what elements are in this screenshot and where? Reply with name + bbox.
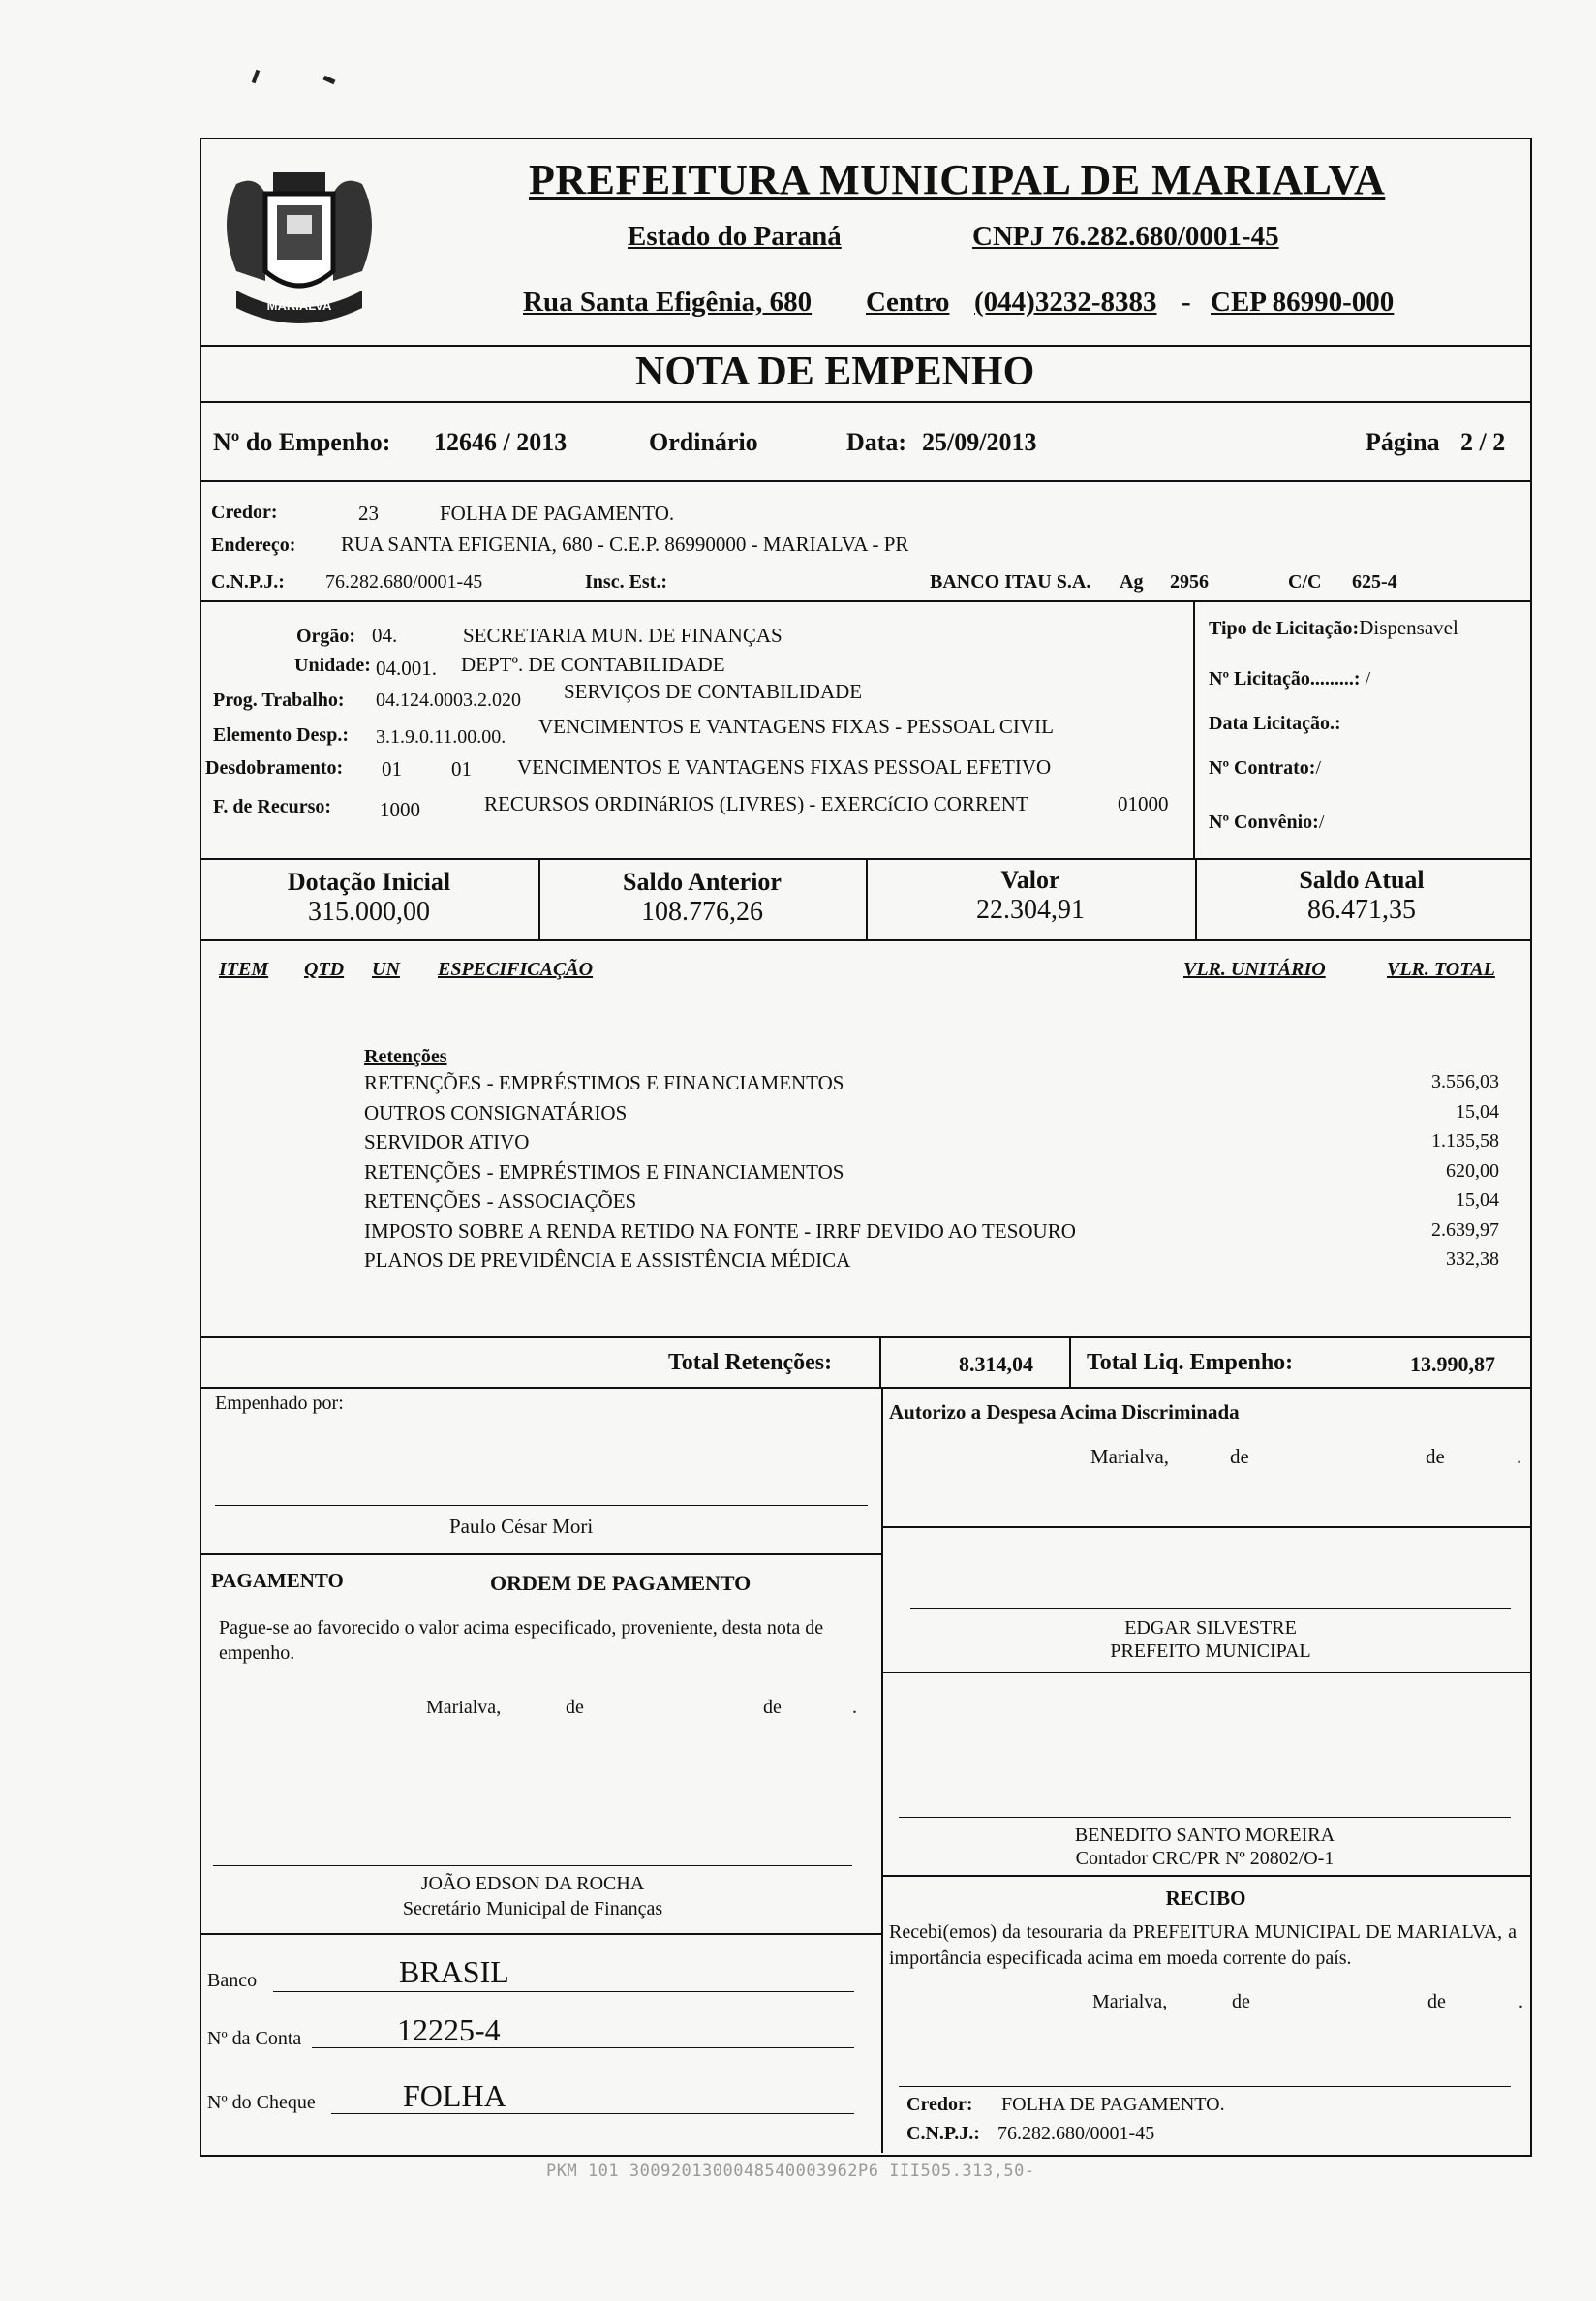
svg-text:MARIALVA: MARIALVA xyxy=(266,298,332,313)
agency-label: Ag xyxy=(1120,571,1144,593)
retencao-desc: IMPOSTO SOBRE A RENDA RETIDO NA FONTE - IRRF DEVIDO AO TESOURO xyxy=(364,1218,1076,1243)
divider xyxy=(200,1553,881,1555)
convenio-label-text: Nº Convênio: xyxy=(1209,812,1319,833)
fonte-recurso-label: F. de Recurso: xyxy=(213,796,332,817)
retencao-value: 1.135,58 xyxy=(1431,1130,1499,1151)
banco-label: Banco xyxy=(207,1970,258,1991)
empenho-date-label: Data: xyxy=(846,428,907,456)
balance-dotacao-inicial xyxy=(200,868,538,928)
signature-line xyxy=(215,1505,868,1506)
divider xyxy=(200,345,1530,347)
autorizo-title: Autorizo a Despesa Acima Discriminada xyxy=(889,1400,1240,1424)
recibo-title: RECIBO xyxy=(1165,1887,1246,1910)
credor-address: RUA SANTA EFIGENIA, 680 - C.E.P. 86990000 - MARIALVA - PR xyxy=(341,533,909,556)
unidade-code: 04.001. xyxy=(376,657,437,680)
conta-line xyxy=(312,2047,854,2048)
header-district: Centro xyxy=(866,287,950,318)
retencao-value: 332,38 xyxy=(1446,1248,1499,1270)
total-liquido-label: Total Liq. Empenho: xyxy=(1087,1350,1294,1375)
ordem-pagamento-title: ORDEM DE PAGAMENTO xyxy=(490,1571,752,1595)
recibo-cnpj-label: C.N.P.J.: xyxy=(906,2123,980,2144)
recibo-text: Recebi(emos) da tesouraria da PREFEITURA MUNICIPAL DE MARIALVA, a importância especificada acima em moeda corrente do país. xyxy=(889,1921,1517,1969)
desdobramento-name: VENCIMENTOS E VANTAGENS FIXAS PESSOAL EFETIVO xyxy=(517,755,1052,779)
header-dash: - xyxy=(1182,287,1191,318)
pagamento-date-dot: . xyxy=(852,1697,857,1718)
empenho-number-label: Nº do Empenho: xyxy=(213,428,391,456)
items-header-qtd: QTD xyxy=(304,959,345,980)
total-liquido-value: 13.990,87 xyxy=(1410,1352,1495,1376)
orgao-label: Orgão: xyxy=(296,626,356,647)
page-label: Página xyxy=(1366,428,1440,456)
insc-est-label: Insc. Est.: xyxy=(585,571,668,593)
convenio-label xyxy=(1209,812,1324,834)
list-item xyxy=(364,1248,1499,1278)
licitacao-type-label-text: Tipo de Licitação: xyxy=(1209,618,1360,639)
credor-name: FOLHA DE PAGAMENTO. xyxy=(440,502,675,525)
balance-value: 315.000,00 xyxy=(308,897,430,927)
divider xyxy=(1069,1336,1071,1387)
bank-name: BANCO ITAU S.A. xyxy=(930,571,1091,593)
divider xyxy=(200,401,1530,403)
banco-line xyxy=(273,1991,854,1992)
scan-mark xyxy=(252,70,261,84)
state-name: Estado do Paraná xyxy=(628,221,842,252)
unidade-name: DEPTº. DE CONTABILIDADE xyxy=(461,653,725,676)
mayor-role: PREFEITO MUNICIPAL xyxy=(1110,1641,1311,1662)
credor-cnpj: 76.282.680/0001-45 xyxy=(325,571,483,593)
signature-line xyxy=(899,1817,1511,1818)
desdobramento-label: Desdobramento: xyxy=(205,757,344,779)
divider xyxy=(200,939,1530,941)
items-header-total-value: VLR. TOTAL xyxy=(1387,959,1495,980)
footer-barcode-text: PKM 101 3009201300048540003962P6 III505.313,50- xyxy=(546,2162,1035,2181)
items-header-spec: ESPECIFICAÇÃO xyxy=(438,959,594,980)
contrato-label xyxy=(1209,757,1321,780)
retencao-desc: SERVIDOR ATIVO xyxy=(364,1130,530,1153)
divider xyxy=(881,1526,1530,1528)
header-phone: (044)3232-8383 xyxy=(974,287,1157,318)
pagamento-date-de-2: de xyxy=(763,1697,782,1718)
fonte-recurso-name: RECURSOS ORDINáRIOS (LIVRES) - EXERCíCIO CORRENT xyxy=(484,792,1028,815)
orgao-code: 04. xyxy=(372,624,398,647)
desdobramento-code-2: 01 xyxy=(451,757,472,781)
secretary-name: JOÃO EDSON DA ROCHA xyxy=(420,1873,645,1894)
credor-code: 23 xyxy=(358,502,379,525)
retencoes-list xyxy=(364,1071,1499,1278)
autorizo-date-city: Marialva, xyxy=(1090,1445,1170,1468)
credor-label: Credor: xyxy=(211,502,278,523)
balance-value: 22.304,91 xyxy=(976,895,1085,925)
list-item xyxy=(364,1219,1499,1249)
convenio-number: / xyxy=(1318,812,1325,833)
recibo-cnpj: 76.282.680/0001-45 xyxy=(998,2123,1155,2144)
divider xyxy=(881,1387,883,2153)
divider xyxy=(200,480,1530,482)
accountant-name: BENEDITO SANTO MOREIRA xyxy=(1074,1825,1335,1846)
retencao-value: 15,04 xyxy=(1456,1189,1499,1211)
document-type-title: NOTA DE EMPENHO xyxy=(635,350,1035,394)
divider xyxy=(879,1336,881,1387)
retencao-desc: RETENÇÕES - ASSOCIAÇÕES xyxy=(364,1189,637,1212)
retencoes-title: Retenções xyxy=(364,1046,447,1067)
items-header-item: ITEM xyxy=(219,959,269,980)
divider xyxy=(200,600,1530,602)
scan-mark xyxy=(323,76,336,85)
signature-line xyxy=(899,2086,1511,2087)
fonte-recurso-code: 1000 xyxy=(380,798,420,821)
balance-saldo-atual xyxy=(1195,866,1528,926)
divider xyxy=(200,1933,881,1935)
unidade-label: Unidade: xyxy=(294,655,371,676)
account-number: 625-4 xyxy=(1352,571,1397,593)
retencao-desc: OUTROS CONSIGNATÁRIOS xyxy=(364,1100,628,1124)
contrato-label-text: Nº Contrato: xyxy=(1209,757,1316,779)
total-retencoes-label: Total Retenções: xyxy=(668,1350,833,1375)
licitacao-number-label-text: Nº Licitação.........: xyxy=(1209,668,1361,690)
retencao-value: 3.556,03 xyxy=(1431,1071,1499,1092)
divider xyxy=(881,1875,1530,1877)
desdobramento-code-1: 01 xyxy=(382,757,402,781)
accountant-role: Contador CRC/PR Nº 20802/O-1 xyxy=(1075,1848,1335,1869)
signature-line xyxy=(910,1608,1511,1609)
licitacao-number: / xyxy=(1365,668,1371,690)
empenhado-por-label: Empenhado por: xyxy=(215,1393,344,1414)
recibo-date-de-2: de xyxy=(1427,1991,1446,2012)
divider xyxy=(881,1672,1530,1673)
items-header-unit-value: VLR. UNITÁRIO xyxy=(1183,959,1326,980)
empenho-number: 12646 / 2013 xyxy=(434,428,568,456)
header-cep: CEP 86990-000 xyxy=(1211,287,1395,318)
balance-label: Saldo Atual xyxy=(1299,866,1425,894)
balance-saldo-anterior xyxy=(538,868,866,928)
recibo-credor-name: FOLHA DE PAGAMENTO. xyxy=(1001,2094,1225,2115)
total-retencoes-value: 8.314,04 xyxy=(959,1352,1033,1376)
balance-label: Saldo Anterior xyxy=(623,868,782,896)
mayor-name: EDGAR SILVESTRE xyxy=(1124,1617,1297,1639)
divider xyxy=(200,858,1530,860)
retencao-value: 620,00 xyxy=(1446,1159,1499,1181)
balance-label: Valor xyxy=(1000,866,1060,894)
licitacao-type-label xyxy=(1209,616,1458,640)
recibo-credor-label: Credor: xyxy=(906,2094,973,2115)
contrato-number: / xyxy=(1315,757,1322,779)
elemento-code: 3.1.9.0.11.00.00. xyxy=(376,726,506,748)
cnpj-label: C.N.P.J.: xyxy=(211,571,285,593)
fonte-recurso-code-2: 01000 xyxy=(1118,792,1169,815)
licitacao-number-label xyxy=(1209,668,1370,690)
list-item xyxy=(364,1189,1499,1219)
recibo-date-de-1: de xyxy=(1232,1991,1250,2012)
balance-valor xyxy=(866,866,1195,926)
empenho-type: Ordinário xyxy=(649,428,758,456)
balance-value: 108.776,26 xyxy=(641,897,763,927)
banco-value: BRASIL xyxy=(399,1954,509,1989)
secretary-role: Secretário Municipal de Finanças xyxy=(402,1898,663,1919)
divider xyxy=(200,1336,1530,1338)
address-label: Endereço: xyxy=(211,535,296,556)
empenho-date: 25/09/2013 xyxy=(922,428,1037,456)
retencao-desc: PLANOS DE PREVIDÊNCIA E ASSISTÊNCIA MÉDICA xyxy=(364,1248,851,1272)
signature-line xyxy=(213,1865,852,1866)
retencao-desc: RETENÇÕES - EMPRÉSTIMOS E FINANCIAMENTOS xyxy=(364,1159,844,1183)
prog-trabalho-code: 04.124.0003.2.020 xyxy=(376,690,521,711)
orgao-name: SECRETARIA MUN. DE FINANÇAS xyxy=(463,624,783,647)
conta-label: Nº da Conta xyxy=(207,2028,302,2049)
licitacao-type: Dispensavel xyxy=(1359,616,1458,639)
municipal-crest-logo xyxy=(207,155,391,339)
retencao-value: 2.639,97 xyxy=(1431,1218,1499,1241)
list-item xyxy=(364,1101,1499,1131)
recibo-date-dot: . xyxy=(1519,1991,1523,2012)
header-cnpj: CNPJ 76.282.680/0001-45 xyxy=(972,221,1279,252)
list-item xyxy=(364,1071,1499,1101)
list-item xyxy=(364,1160,1499,1190)
pagamento-date-city: Marialva, xyxy=(426,1697,502,1718)
empenhado-por-name: Paulo César Mori xyxy=(449,1515,594,1538)
items-header-un: UN xyxy=(372,959,400,980)
balance-value: 86.471,35 xyxy=(1307,895,1416,925)
page-title: PREFEITURA MUNICIPAL DE MARIALVA xyxy=(529,156,1386,203)
conta-value: 12225-4 xyxy=(397,2012,501,2047)
pagamento-label: PAGAMENTO xyxy=(211,1569,344,1592)
divider xyxy=(200,1387,1530,1389)
page-number: 2 / 2 xyxy=(1460,428,1506,456)
retencao-desc: RETENÇÕES - EMPRÉSTIMOS E FINANCIAMENTOS xyxy=(364,1071,844,1094)
elemento-name: VENCIMENTOS E VANTAGENS FIXAS - PESSOAL CIVIL xyxy=(538,715,1054,738)
autorizo-date-dot: . xyxy=(1517,1445,1522,1468)
cheque-value: FOLHA xyxy=(403,2078,506,2113)
prog-trabalho-label: Prog. Trabalho: xyxy=(213,690,345,711)
elemento-label: Elemento Desp.: xyxy=(213,724,349,746)
agency-number: 2956 xyxy=(1170,571,1209,593)
list-item xyxy=(364,1130,1499,1160)
autorizo-date-de-2: de xyxy=(1426,1445,1445,1468)
balance-label: Dotação Inicial xyxy=(287,868,451,896)
licitacao-date-label: Data Licitação.: xyxy=(1209,713,1341,734)
cheque-label: Nº do Cheque xyxy=(207,2092,316,2113)
autorizo-date-de-1: de xyxy=(1230,1445,1249,1468)
pagamento-date-de-1: de xyxy=(566,1697,584,1718)
recibo-date-city: Marialva, xyxy=(1092,1991,1168,2012)
retencao-value: 15,04 xyxy=(1456,1100,1499,1122)
divider xyxy=(1193,600,1195,858)
prog-trabalho-name: SERVIÇOS DE CONTABILIDADE xyxy=(564,680,863,703)
pagamento-text: Pague-se ao favorecido o valor acima especificado, proveniente, desta nota de empenho. xyxy=(219,1617,824,1664)
header-address: Rua Santa Efigênia, 680 xyxy=(523,287,813,318)
account-label: C/C xyxy=(1288,571,1322,593)
